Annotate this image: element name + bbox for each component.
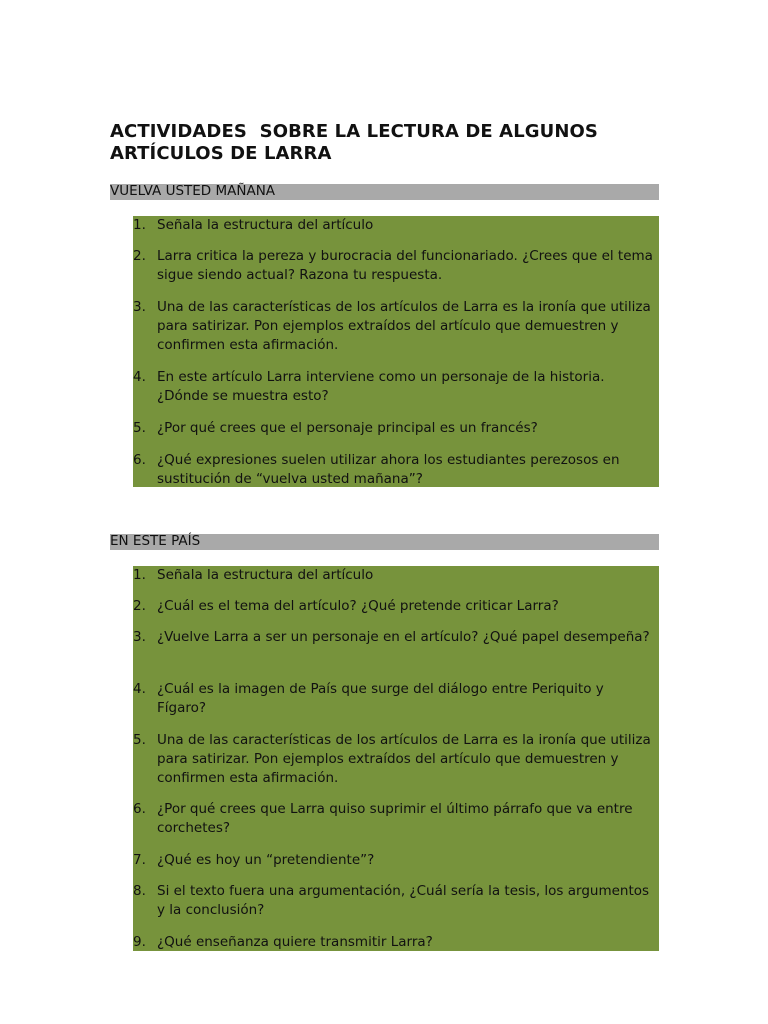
section-header-en-este-pais	[110, 534, 659, 550]
question-number: 5.	[133, 420, 146, 436]
question-item	[133, 731, 659, 788]
question-text: ¿Por qué crees que el personaje principal es un francés?	[157, 420, 538, 436]
page-title-line-2: ARTÍCULOS DE LARRA	[110, 143, 332, 164]
question-text: ¿Cuál es el tema del artículo? ¿Qué pretende criticar Larra?	[157, 598, 559, 614]
question-text: En este artículo Larra interviene como un personaje de la historia. ¿Dónde se muestra esto?	[157, 369, 605, 404]
question-number: 6.	[133, 452, 146, 468]
question-text: Larra critica la pereza y burocracia del funcionariado. ¿Crees que el tema sigue siendo actual? Razona tu respuesta.	[157, 248, 653, 283]
question-number: 3.	[133, 299, 146, 315]
question-number: 4.	[133, 369, 146, 385]
question-text: ¿Qué enseñanza quiere transmitir Larra?	[157, 934, 433, 950]
question-text: Señala la estructura del artículo	[157, 567, 374, 583]
question-number: 3.	[133, 629, 146, 645]
question-item	[133, 368, 659, 406]
section-heading-text: VUELVA USTED MAÑANA	[110, 183, 276, 199]
question-number: 1.	[133, 567, 146, 583]
question-item	[133, 882, 659, 920]
question-text: Si el texto fuera una argumentación, ¿Cuál sería la tesis, los argumentos y la conclusión?	[157, 883, 650, 918]
page-title	[110, 121, 670, 165]
question-item	[133, 680, 659, 718]
question-item	[133, 451, 659, 489]
question-item	[133, 800, 659, 838]
question-item	[133, 247, 659, 285]
question-text: ¿Por qué crees que Larra quiso suprimir el último párrafo que va entre corchetes?	[157, 801, 633, 836]
question-number: 7.	[133, 852, 146, 868]
question-number: 8.	[133, 883, 146, 899]
question-text: ¿Vuelve Larra a ser un personaje en el artículo? ¿Qué papel desempeña?	[157, 629, 650, 645]
question-number: 9.	[133, 934, 146, 950]
question-item	[133, 933, 659, 952]
question-number: 2.	[133, 248, 146, 264]
question-text: ¿Cuál es la imagen de País que surge del diálogo entre Periquito y Fígaro?	[157, 681, 604, 716]
question-item	[133, 419, 659, 438]
question-list-vuelva-usted-manana	[133, 216, 659, 487]
question-list-en-este-pais	[133, 566, 659, 951]
question-text: Una de las características de los artículos de Larra es la ironía que utiliza para satirizar. Pon ejemplos extraídos del artículo que demuestren y confirmen esta afirmación.	[157, 732, 651, 786]
question-item	[133, 628, 659, 647]
question-item	[133, 597, 659, 616]
question-text: Una de las características de los artículos de Larra es la ironía que utiliza para satirizar. Pon ejemplos extraídos del artículo que demuestren y confirmen esta afirmación.	[157, 299, 651, 353]
question-number: 2.	[133, 598, 146, 614]
question-text: Señala la estructura del artículo	[157, 217, 374, 233]
section-header-vuelva-usted-manana	[110, 184, 659, 200]
section-heading-text: EN ESTE PAÍS	[110, 533, 201, 549]
question-item	[133, 216, 659, 235]
question-number: 1.	[133, 217, 146, 233]
question-item	[133, 566, 659, 585]
question-text: ¿Qué expresiones suelen utilizar ahora los estudiantes perezosos en sustitución de “vuelva usted mañana”?	[157, 452, 620, 487]
question-item	[133, 851, 659, 870]
question-number: 6.	[133, 801, 146, 817]
question-number: 5.	[133, 732, 146, 748]
question-number: 4.	[133, 681, 146, 697]
question-item	[133, 298, 659, 355]
question-text: ¿Qué es hoy un “pretendiente”?	[157, 852, 375, 868]
page-title-line-1: ACTIVIDADES SOBRE LA LECTURA DE ALGUNOS	[110, 121, 598, 142]
